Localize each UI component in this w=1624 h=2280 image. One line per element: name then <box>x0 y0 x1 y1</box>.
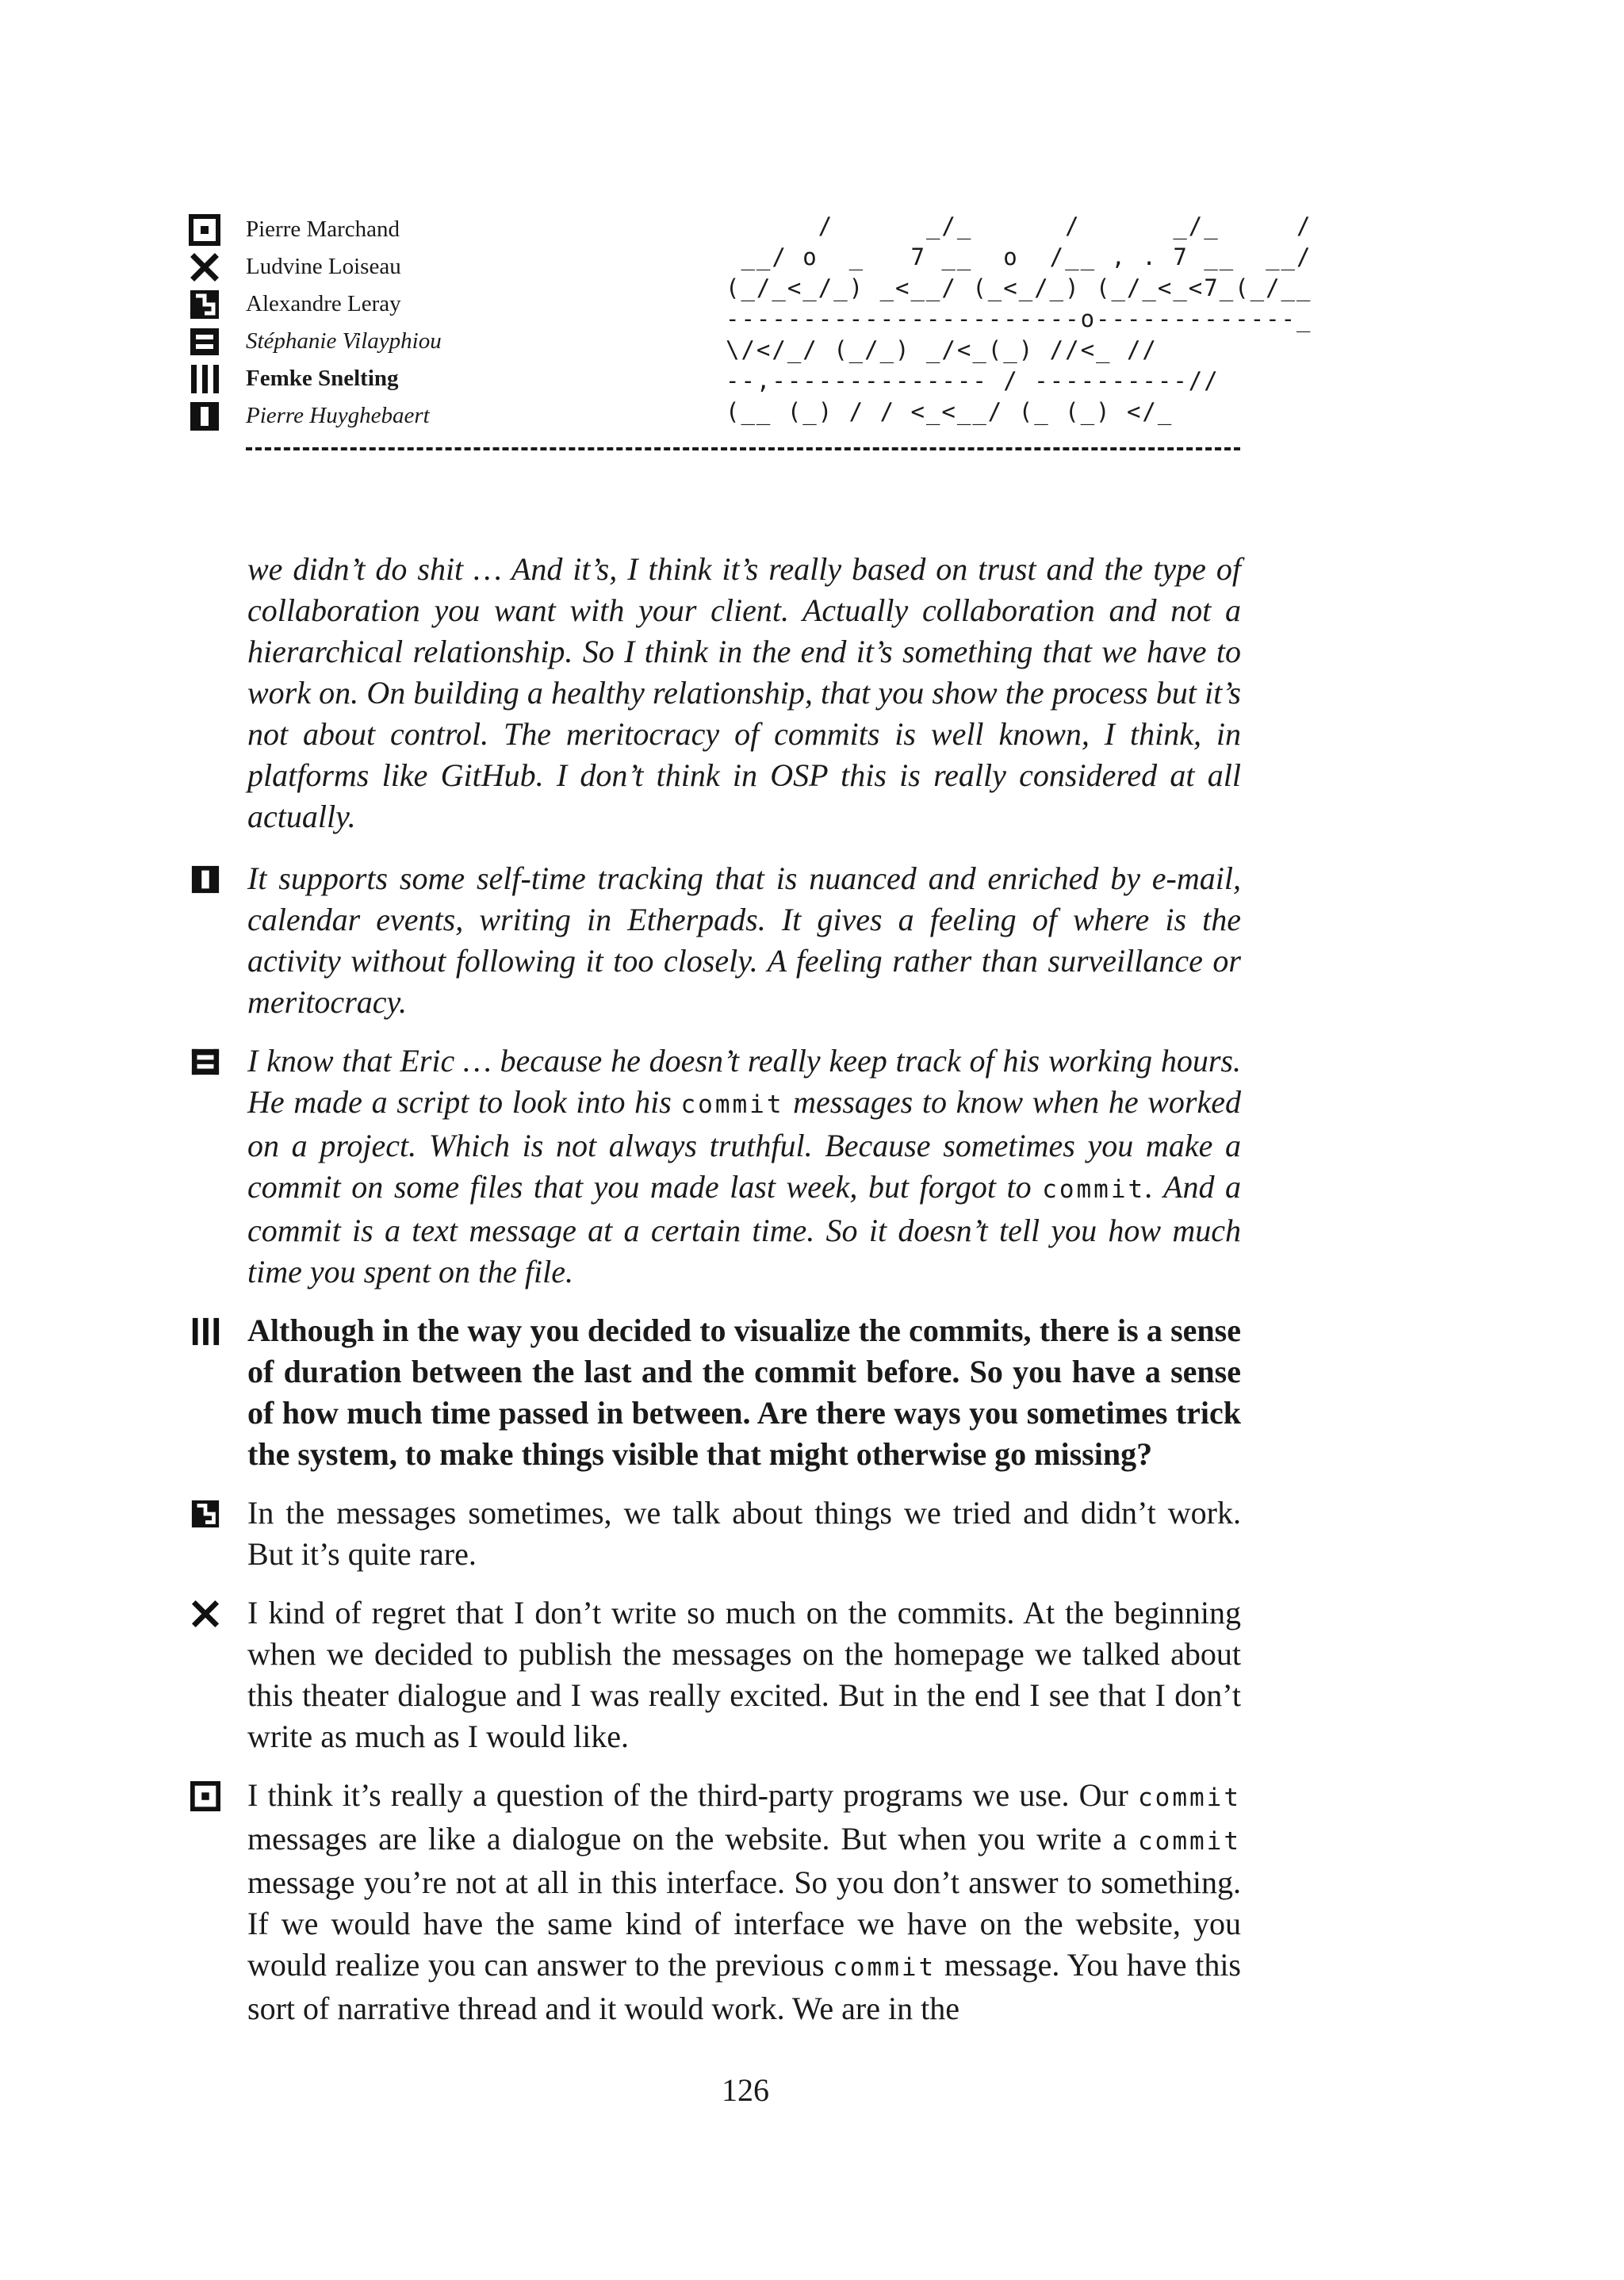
speaker-name: Ludvine Loiseau <box>246 254 401 279</box>
legend-row <box>189 323 442 360</box>
speaker-name: Pierre Huyghebaert <box>246 403 430 428</box>
legend-row <box>189 397 442 435</box>
paragraph <box>190 1775 1241 2029</box>
paragraph <box>190 549 1241 837</box>
paragraph-text: It supports some self-time tracking that is nuanced and enriched by e-mail, calendar events, writing in Etherpads. It gives a feeling of where is the activity without following it too closely. A feeling rather than surveillance or meritocracy. <box>247 860 1241 1020</box>
filled-box-icon <box>190 864 220 895</box>
inline-code: commit <box>1138 1784 1241 1812</box>
open-box-icon <box>190 1047 220 1077</box>
speaker-name: Stéphanie Vilayphiou <box>246 328 442 354</box>
flag-box-icon <box>189 289 220 320</box>
filled-box-icon <box>189 400 220 432</box>
three-bars-icon <box>189 363 220 395</box>
inline-code: commit <box>1042 1175 1146 1204</box>
square-dot-icon <box>190 1781 220 1811</box>
paragraph <box>190 1310 1241 1475</box>
legend-row <box>189 248 442 285</box>
legend-row <box>189 360 442 397</box>
paragraph-text: message. You have this sort of narrative thread and it would work. We are in the <box>247 1947 1241 2026</box>
inline-code: commit <box>833 1953 936 1982</box>
paragraph <box>190 1040 1241 1293</box>
paragraph-text: I think it’s really a question of the third-party programs we use. Our <box>247 1777 1139 1813</box>
paragraph <box>190 1493 1241 1575</box>
paragraph-text: . And a commit is a text message at a certain time. So it doesn’t tell you how much time you spent on the file. <box>247 1169 1241 1289</box>
speaker-name: Pierre Marchand <box>246 217 400 242</box>
speaker-name: Femke Snelting <box>246 366 399 391</box>
three-bars-icon <box>190 1316 220 1347</box>
open-box-icon <box>189 326 220 358</box>
body-text <box>190 549 1241 2047</box>
speaker-legend <box>189 211 442 435</box>
flag-box-icon <box>190 1499 220 1529</box>
ascii-art-title: / _/_ / _/_ / __/ o _ 7 __ o /__ , . 7 __ __/ (_/_<_/_) _<__/ (_<_/_) (_/_<_<7_(_/__ -----------------------o-------------_ \/</_/ (_/_) _/<_(_) //<_ // --,-------------- / ----------// (__ (_) / / <_<__/ (_ (_) </_ <box>726 213 1312 425</box>
paragraph-text: we didn’t do shit … And it’s, I think it’s really based on trust and the type of collaboration you want with your client. Actually collaboration and not a hierarchical relationship. So I think in the end it’s something that we have to work on. On building a healthy relationship, that you show the process but it’s not about control. The meritocracy of commits is well known, I think, in platforms like GitHub. I don’t think in OSP this is really considered at all actually. <box>247 551 1241 834</box>
legend-row <box>189 285 442 323</box>
cross-icon <box>189 251 220 283</box>
paragraph-text: I know that Eric … because he doesn’t really keep track of his working hours. He made a script to look into his <box>247 1043 1241 1120</box>
paragraph-text: I kind of regret that I don’t write so much on the commits. At the beginning when we decided to publish the messages on the homepage we talked about this theater dialogue and I was really excited. But in the end I see that I don’t write as much as I would like. <box>247 1595 1241 1754</box>
paragraph-text: messages are like a dialogue on the website. But when you write a <box>247 1821 1139 1857</box>
paragraph-text: messages to know when he worked on a project. Which is not always truthful. Because sometimes you make a commit on some files that you made last week, but forgot to <box>247 1084 1241 1205</box>
speaker-name: Alexandre Leray <box>246 291 401 316</box>
cross-icon <box>190 1599 220 1629</box>
square-dot-icon <box>189 214 220 246</box>
paragraph-text: In the messages sometimes, we talk about things we tried and didn’t work. But it’s quite rare. <box>247 1495 1241 1572</box>
legend-row <box>189 211 442 248</box>
paragraph <box>190 858 1241 1023</box>
paragraph <box>190 1592 1241 1757</box>
page-number: 126 <box>722 2072 769 2108</box>
dashed-rule <box>246 447 1240 450</box>
paragraph-text: message you’re not at all in this interface. So you don’t answer to something. If we would have the same kind of interface we have on the website, you would realize you can answer to the previous <box>247 1864 1241 1983</box>
inline-code: commit <box>1138 1827 1241 1856</box>
inline-code: commit <box>680 1090 784 1119</box>
paragraph-text: Although in the way you decided to visualize the commits, there is a sense of duration between the last and the commit before. So you have a sense of how much time passed in between. Are there ways you sometimes trick the system, to make things visible that might otherwise go missing? <box>247 1312 1241 1472</box>
